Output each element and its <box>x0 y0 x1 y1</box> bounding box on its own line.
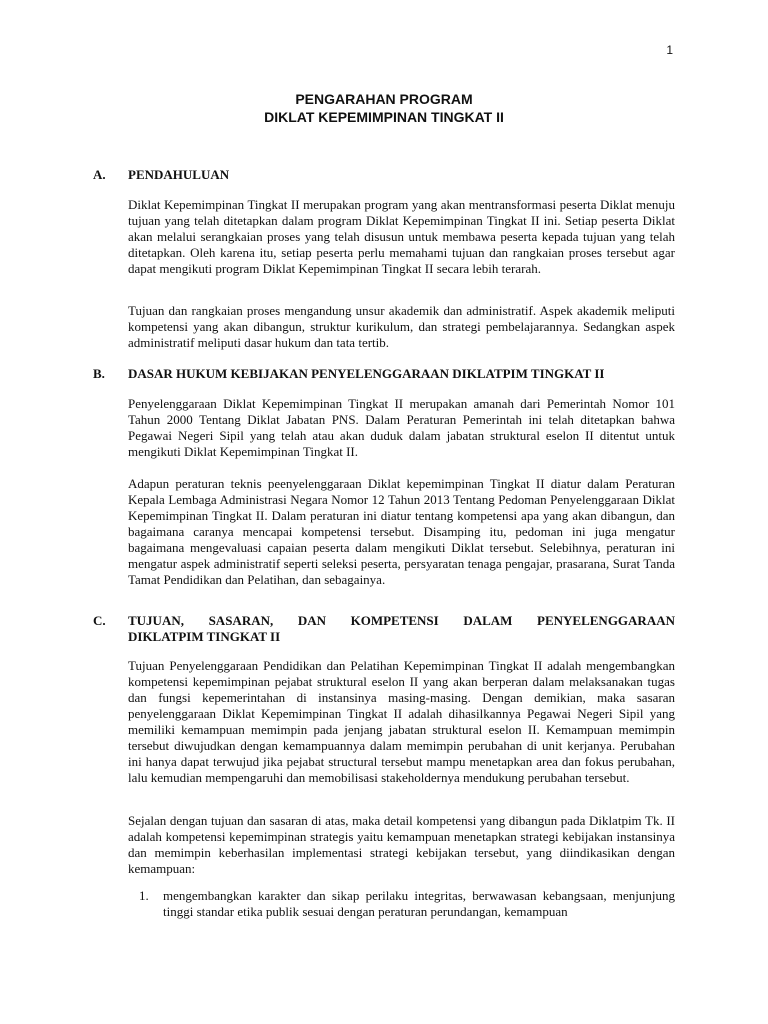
list-item-number: 1. <box>139 888 149 903</box>
list-item <box>128 888 675 920</box>
section-b-letter: B. <box>93 366 105 381</box>
section-a-title: PENDAHULUAN <box>128 167 230 182</box>
section-a-heading <box>93 167 675 183</box>
section-c-title-line2: DIKLATPIM TINGKAT II <box>128 629 281 644</box>
section-a-letter: A. <box>93 167 106 182</box>
page-number: 1 <box>666 43 673 57</box>
list-item-text: mengembangkan karakter dan sikap perilaku integritas, berwawasan kebangsaan, menjunjung tinggi standar etika publik sesuai dengan peraturan perundangan, kemampuan <box>163 888 675 919</box>
section-c-heading <box>93 613 675 645</box>
section-c-letter: C. <box>93 613 106 628</box>
document-title-line2: DIKLAT KEPEMIMPINAN TINGKAT II <box>264 109 504 125</box>
section-c-paragraph-1: Tujuan Penyelenggaraan Pendidikan dan Pelatihan Kepemimpinan Tingkat II adalah mengembangkan kompetensi kepemimpinan pejabat struktural eselon II yang akan berperan dalam melaksanakan tugas dan fungsi kepemerintahan di instansinya masing-masing. Dengan demikian, maka sasaran penyelenggaraan Diklat Kepemimpinan Tingkat II adalah dihasilkannya Pegawai Negeri Sipil yang memiliki kemampuan memimpin pada jenjang jabatan struktural eselon II. Kemampuan memimpin tersebut diwujudkan dengan kemampuannya dalam memimpin perubahan di unit kerjanya. Perubahan ini hanya dapat terwujud jika pejabat structural tersebut mampu menetapkan area dan fokus perubahan, lalu kemudian mempengaruhi dan memobilisasi stakeholdernya mendukung perubahan tersebut. <box>128 658 675 785</box>
section-a-paragraph-1: Diklat Kepemimpinan Tingkat II merupakan program yang akan mentransformasi peserta Diklat menuju tujuan yang telah ditetapkan dalam program Diklat Kepemimpinan Tingkat II ini. Setiap peserta Diklat akan melalui serangkaian proses yang telah disusun untuk membawa peserta kepada tujuan yang telah ditetapkan. Oleh karena itu, setiap peserta perlu memahami tujuan dan rangkaian proses tersebut agar dapat mengikuti program Diklat Kepemimpinan Tingkat II secara lebih terarah. <box>128 197 675 276</box>
section-b-title: DASAR HUKUM KEBIJAKAN PENYELENGGARAAN DIKLATPIM TINGKAT II <box>128 366 605 381</box>
section-c-title-line1: TUJUAN, SASARAN, DAN KOMPETENSI DALAM PENYELENGGARAAN <box>128 613 675 628</box>
document-title-line1: PENGARAHAN PROGRAM <box>295 91 473 107</box>
section-b-heading <box>93 366 675 382</box>
section-a-paragraph-2: Tujuan dan rangkaian proses mengandung unsur akademik dan administratif. Aspek akademik meliputi kompetensi yang akan dibangun, struktur kurikulum, dan strategi pembelajarannya. Sedangkan aspek administratif meliputi dasar hukum dan tata tertib. <box>128 303 675 350</box>
section-b-paragraph-2: Adapun peraturan teknis peenyelenggaraan Diklat kepemimpinan Tingkat II diatur dalam Peraturan Kepala Lembaga Administrasi Negara Nomor 12 Tahun 2013 Tentang Pedoman Penyelenggaraan Diklat Kepemimpinan Tingkat II. Dalam peraturan ini diatur tentang kompetensi apa yang akan dibangun, dan bagaimana caranya mencapai kompetensi tersebut. Disamping itu, pedoman ini juga mengatur bagaimana mengevaluasi capaian peserta dalam mengikuti Diklat tersebut. Selebihnya, peraturan ini mengatur aspek administratif seperti seleksi peserta, persyaratan tenaga pengajar, prasarana, Surat Tanda Tamat Pendidikan dan Pelatihan, dan sebagainya. <box>128 476 675 587</box>
section-c-paragraph-2: Sejalan dengan tujuan dan sasaran di atas, maka detail kompetensi yang dibangun pada Diklatpim Tk. II adalah kompetensi kepemimpinan strategis yaitu kemampuan menetapkan strategi kebijakan instansinya dan memimpin keberhasilan implementasi strategi kebijakan tersebut, yang diindikasikan dengan kemampuan: <box>128 813 675 876</box>
section-b-paragraph-1: Penyelenggaraan Diklat Kepemimpinan Tingkat II merupakan amanah dari Pemerintah Nomor 101 Tahun 2000 Tentang Diklat Jabatan PNS. Dalam Peraturan Pemerintah ini telah ditetapkan bahwa Pegawai Negeri Sipil yang telah atau akan duduk dalam jabatan struktural eselon II ditentut untuk mengikuti Diklat Kepemimpinan Tingkat II. <box>128 396 675 459</box>
